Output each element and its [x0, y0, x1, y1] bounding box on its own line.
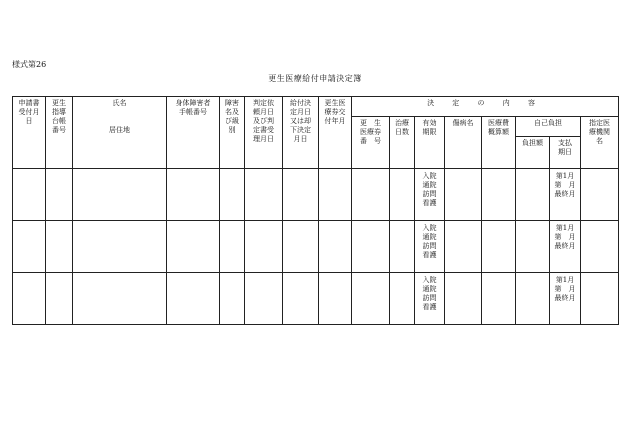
header-ticket-issue: [319, 97, 352, 169]
header-line: 期限: [422, 128, 437, 137]
treatment-type-label: 訪問: [422, 242, 437, 251]
table-cell[interactable]: [245, 273, 283, 325]
header-line: 身体障害者: [175, 99, 211, 107]
table-cell[interactable]: [283, 169, 319, 221]
header-receipt-date: [13, 97, 46, 169]
burden-month-label: 第 月: [554, 285, 576, 294]
table-cell[interactable]: [352, 221, 390, 273]
burden-month-label: 第1月: [555, 276, 575, 284]
table-cell[interactable]: [283, 273, 319, 325]
header-validity: [415, 117, 445, 169]
header-line: 更生医: [324, 99, 346, 107]
table-cell[interactable]: [73, 169, 167, 221]
header-line: 番 号: [360, 137, 381, 146]
header-line: 更生: [52, 99, 66, 107]
table-cell[interactable]: [445, 169, 482, 221]
table-cell[interactable]: [445, 221, 482, 273]
treatment-type-label: 通院: [422, 233, 437, 242]
header-line: 定月日: [290, 108, 311, 117]
table-cell[interactable]: [319, 273, 352, 325]
header-name-address: [73, 97, 167, 169]
table-cell[interactable]: [482, 169, 516, 221]
table-row: [13, 221, 619, 273]
table-cell[interactable]: [390, 273, 415, 325]
header-line: 判定依: [253, 99, 274, 107]
table-cell[interactable]: [319, 169, 352, 221]
header-address: 居住地: [109, 126, 130, 135]
table-cell[interactable]: [283, 221, 319, 273]
header-line: 又は却: [290, 117, 311, 126]
table-cell[interactable]: [245, 221, 283, 273]
table-cell[interactable]: [167, 273, 220, 325]
header-line: び級: [225, 117, 239, 126]
burden-amount-cell[interactable]: [550, 273, 581, 325]
table-cell[interactable]: [482, 273, 516, 325]
table-row: [13, 169, 619, 221]
treatment-type-label: 入院: [422, 172, 437, 180]
burden-amount-cell[interactable]: [550, 169, 581, 221]
table-cell[interactable]: [13, 273, 46, 325]
burden-month-label: 第1月: [555, 224, 575, 232]
table-cell[interactable]: [167, 169, 220, 221]
header-handbook-number: [167, 97, 220, 169]
table-cell[interactable]: [46, 273, 73, 325]
table-cell[interactable]: [581, 273, 619, 325]
table-cell[interactable]: [516, 273, 550, 325]
header-treatment-days: [390, 117, 415, 169]
header-disease: 傷病名: [445, 117, 482, 169]
table-cell[interactable]: [390, 221, 415, 273]
form-title: 更生医療給付申請決定簿: [268, 74, 362, 83]
table-cell[interactable]: [220, 221, 245, 273]
burden-month-label: 最終月: [554, 294, 576, 303]
header-line: 指導: [52, 108, 66, 117]
table-cell[interactable]: [46, 221, 73, 273]
header-cost: [482, 117, 516, 169]
header-line: 名及: [225, 108, 239, 117]
table-row: [13, 273, 619, 325]
header-line: 月日: [293, 135, 308, 144]
table-cell[interactable]: [220, 169, 245, 221]
header-line: 更 生: [360, 119, 381, 127]
header-disability: [220, 97, 245, 169]
header-line: 番号: [52, 126, 66, 135]
burden-month-label: 第 月: [554, 233, 576, 242]
header-line: 理月日: [253, 135, 274, 144]
table-cell[interactable]: [581, 169, 619, 221]
header-burden-amount: 負担額: [516, 137, 550, 169]
table-cell[interactable]: [516, 169, 550, 221]
form-number: 様式第26: [12, 60, 47, 69]
header-institution: [581, 117, 619, 169]
burden-month-label: 最終月: [554, 242, 576, 251]
treatment-type-label: 看護: [422, 303, 437, 312]
header-line: 有効: [422, 119, 437, 127]
header-line: 日数: [395, 128, 409, 137]
header-line: 概算額: [488, 128, 509, 137]
treatment-days-cell[interactable]: [415, 221, 445, 273]
header-line: 付年月: [324, 117, 346, 126]
treatment-type-label: 看護: [422, 251, 437, 260]
header-line: 医療費: [488, 119, 509, 127]
table-cell[interactable]: [245, 169, 283, 221]
header-line: 日: [25, 117, 33, 126]
treatment-days-cell[interactable]: [415, 273, 445, 325]
table-cell[interactable]: [352, 169, 390, 221]
table-cell[interactable]: [516, 221, 550, 273]
header-name: 氏名: [112, 99, 127, 107]
header-judgment: [245, 97, 283, 169]
table-cell[interactable]: [46, 169, 73, 221]
header-line: 療機関: [589, 128, 611, 137]
header-line: 支払: [558, 139, 572, 147]
header-line: 受付月: [18, 108, 40, 117]
treatment-type-label: 訪問: [422, 190, 437, 199]
header-line: 給付決: [290, 99, 311, 107]
header-line: 指定医: [589, 119, 611, 127]
table-cell[interactable]: [73, 221, 167, 273]
burden-amount-cell[interactable]: [550, 221, 581, 273]
table-cell[interactable]: [13, 221, 46, 273]
treatment-type-label: 訪問: [422, 294, 437, 303]
header-line: 定書受: [253, 126, 274, 135]
table-cell[interactable]: [220, 273, 245, 325]
header-line: 名: [596, 137, 604, 146]
table-cell[interactable]: [167, 221, 220, 273]
table-cell[interactable]: [352, 273, 390, 325]
header-payment-date: [550, 137, 581, 169]
header-ticket-number: [352, 117, 390, 169]
burden-month-label: 第 月: [554, 181, 576, 190]
table-cell[interactable]: [73, 273, 167, 325]
treatment-type-label: 通院: [422, 181, 437, 190]
header-line: 治療: [395, 119, 409, 127]
header-self-burden: 自己負担: [516, 117, 581, 137]
header-line: 下決定: [290, 126, 311, 135]
header-line: 頼月日: [253, 108, 274, 117]
burden-month-label: 最終月: [554, 190, 576, 199]
table-cell[interactable]: [390, 169, 415, 221]
ledger-table: [12, 96, 619, 325]
header-decision-contents: 決 定 の 内 容: [352, 97, 619, 117]
header-line: 及び判: [253, 117, 274, 126]
treatment-days-cell[interactable]: [415, 169, 445, 221]
table-cell[interactable]: [445, 273, 482, 325]
header-decision-date: [283, 97, 319, 169]
header-line: 手帳番号: [179, 108, 207, 117]
treatment-type-label: 通院: [422, 285, 437, 294]
header-line: 別: [228, 126, 236, 135]
treatment-type-label: 入院: [422, 224, 437, 232]
header-line: 期日: [558, 148, 572, 157]
header-line: 障害: [225, 99, 239, 107]
table-cell[interactable]: [319, 221, 352, 273]
table-cell[interactable]: [482, 221, 516, 273]
header-line: 医療券: [360, 128, 381, 137]
treatment-type-label: 看護: [422, 199, 437, 208]
header-guidance-number: [46, 97, 73, 169]
header-line: 台帳: [52, 117, 66, 126]
header-line: 申請書: [18, 99, 40, 107]
burden-month-label: 第1月: [555, 172, 575, 180]
header-line: 療券交: [324, 108, 346, 117]
treatment-type-label: 入院: [422, 276, 437, 284]
table-cell[interactable]: [13, 169, 46, 221]
table-cell[interactable]: [581, 221, 619, 273]
